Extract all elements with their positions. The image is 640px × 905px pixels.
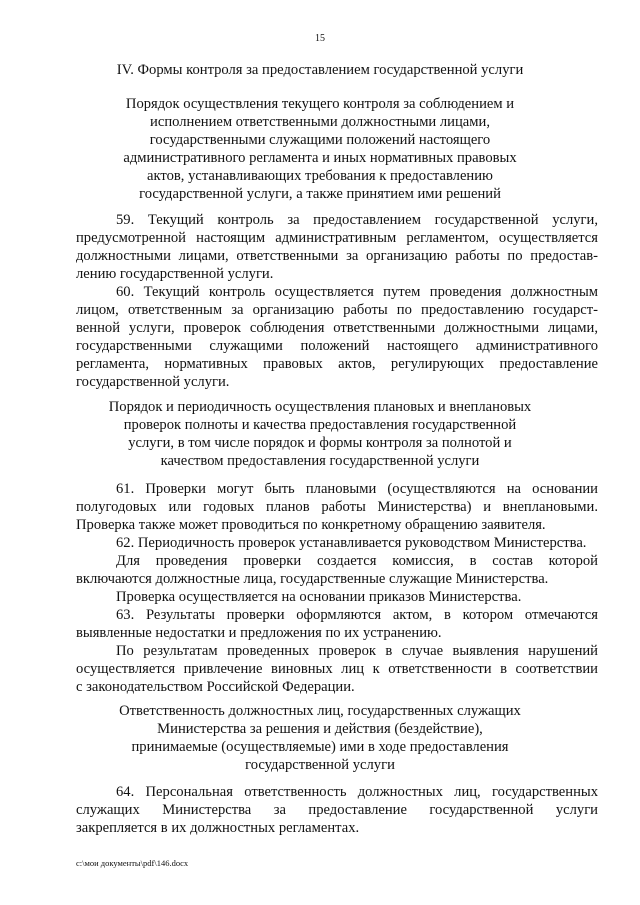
text-line: 61. Проверки могут быть плановыми (осуществляются на основании: [116, 481, 598, 497]
paragraph-60: [76, 283, 598, 391]
text-line: 60. Текущий контроль осуществляется путем проведения должностным: [116, 284, 598, 300]
heading-line: актов, устанавливающих требования к предоставлению: [147, 168, 493, 184]
heading-current-control: [60, 95, 580, 203]
text-line: закрепляется в их должностных регламентах.: [76, 820, 360, 836]
text-line: с законодательством Российской Федерации.: [76, 679, 355, 695]
heading-line: исполнением ответственными должностными лицами,: [150, 114, 490, 130]
paragraph-61: [76, 480, 598, 534]
text-line: осуществляется привлечение виновных лиц к ответственности в соответствии: [76, 661, 598, 677]
heading-line: государственными служащими положений настоящего: [149, 132, 491, 148]
paragraph-63: [76, 606, 598, 696]
heading-line: Порядок и периодичность осуществления плановых и внеплановых: [108, 399, 532, 415]
heading-line: Порядок осуществления текущего контроля за соблюдением и: [125, 96, 515, 112]
heading-responsibility: [60, 702, 580, 774]
text-line: включаются должностные лица, государственные служащие Министерства.: [76, 571, 549, 587]
page-number: 15: [315, 33, 325, 44]
text-line: выявленные недостатки и предложения по их устранению.: [76, 625, 442, 641]
heading-line: принимаемые (осуществляемые) ими в ходе предоставления: [131, 739, 509, 755]
text-line: венной услуги, проверок соблюдения ответственными должностными лицами,: [76, 320, 598, 336]
text-line: служащих Министерства за предоставление государственной услуги: [76, 802, 598, 818]
text-line: государственными служащими положений настоящего административного: [76, 338, 598, 354]
text-line: лицом, ответственным за организацию работы по предоставлению государст-: [76, 302, 598, 318]
text-line: должностными лицами, ответственными за организацию работы по предостав-: [76, 248, 598, 264]
heading-periodicity: [60, 398, 580, 470]
paragraph-64: [76, 783, 598, 837]
text-line: предусмотренной настоящим административным регламентом, осуществляется: [76, 230, 598, 246]
heading-line: государственной услуги: [245, 757, 395, 773]
text-line: По результатам проведенных проверок в случае выявления нарушений: [116, 643, 598, 659]
heading-line: услуги, в том числе порядок и формы контроля за полнотой и: [128, 435, 512, 451]
paragraph-62: [76, 534, 598, 606]
paragraph-59: [76, 211, 598, 283]
text-line: 64. Персональная ответственность должностных лиц, государственных: [116, 784, 598, 800]
heading-line: Министерства за решения и действия (бездействие),: [157, 721, 483, 737]
text-line: лению государственной услуги.: [76, 266, 274, 282]
heading-line: Ответственность должностных лиц, государственных служащих: [119, 703, 521, 719]
text-line: 63. Результаты проверки оформляются актом, в котором отмечаются: [116, 607, 598, 623]
text-line: Для проведения проверки создается комиссия, в состав которой: [116, 553, 598, 569]
text-line: 62. Периодичность проверок устанавливается руководством Министерства.: [116, 535, 587, 551]
text-line: Проверка также может проводиться по конкретному обращению заявителя.: [76, 517, 546, 533]
heading-line: проверок полноты и качества предоставления государственной: [123, 417, 517, 433]
section-title: IV. Формы контроля за предоставлением государственной услуги: [116, 62, 524, 78]
heading-line: административного регламента и иных нормативных правовых: [123, 150, 517, 166]
text-line: государственной услуги.: [76, 374, 230, 390]
footer-file-path: c:\мои документы\pdf\146.docx: [76, 858, 189, 868]
text-line: полугодовых или годовых планов работы Министерства) и внеплановыми.: [76, 499, 598, 515]
text-line: Проверка осуществляется на основании приказов Министерства.: [116, 589, 522, 605]
heading-line: качеством предоставления государственной услуги: [160, 453, 480, 469]
heading-line: государственной услуги, а также принятием ими решений: [139, 186, 501, 202]
text-line: регламента, нормативных правовых актов, регулирующих предоставление: [76, 356, 598, 372]
text-line: 59. Текущий контроль за предоставлением государственной услуги,: [116, 212, 598, 228]
